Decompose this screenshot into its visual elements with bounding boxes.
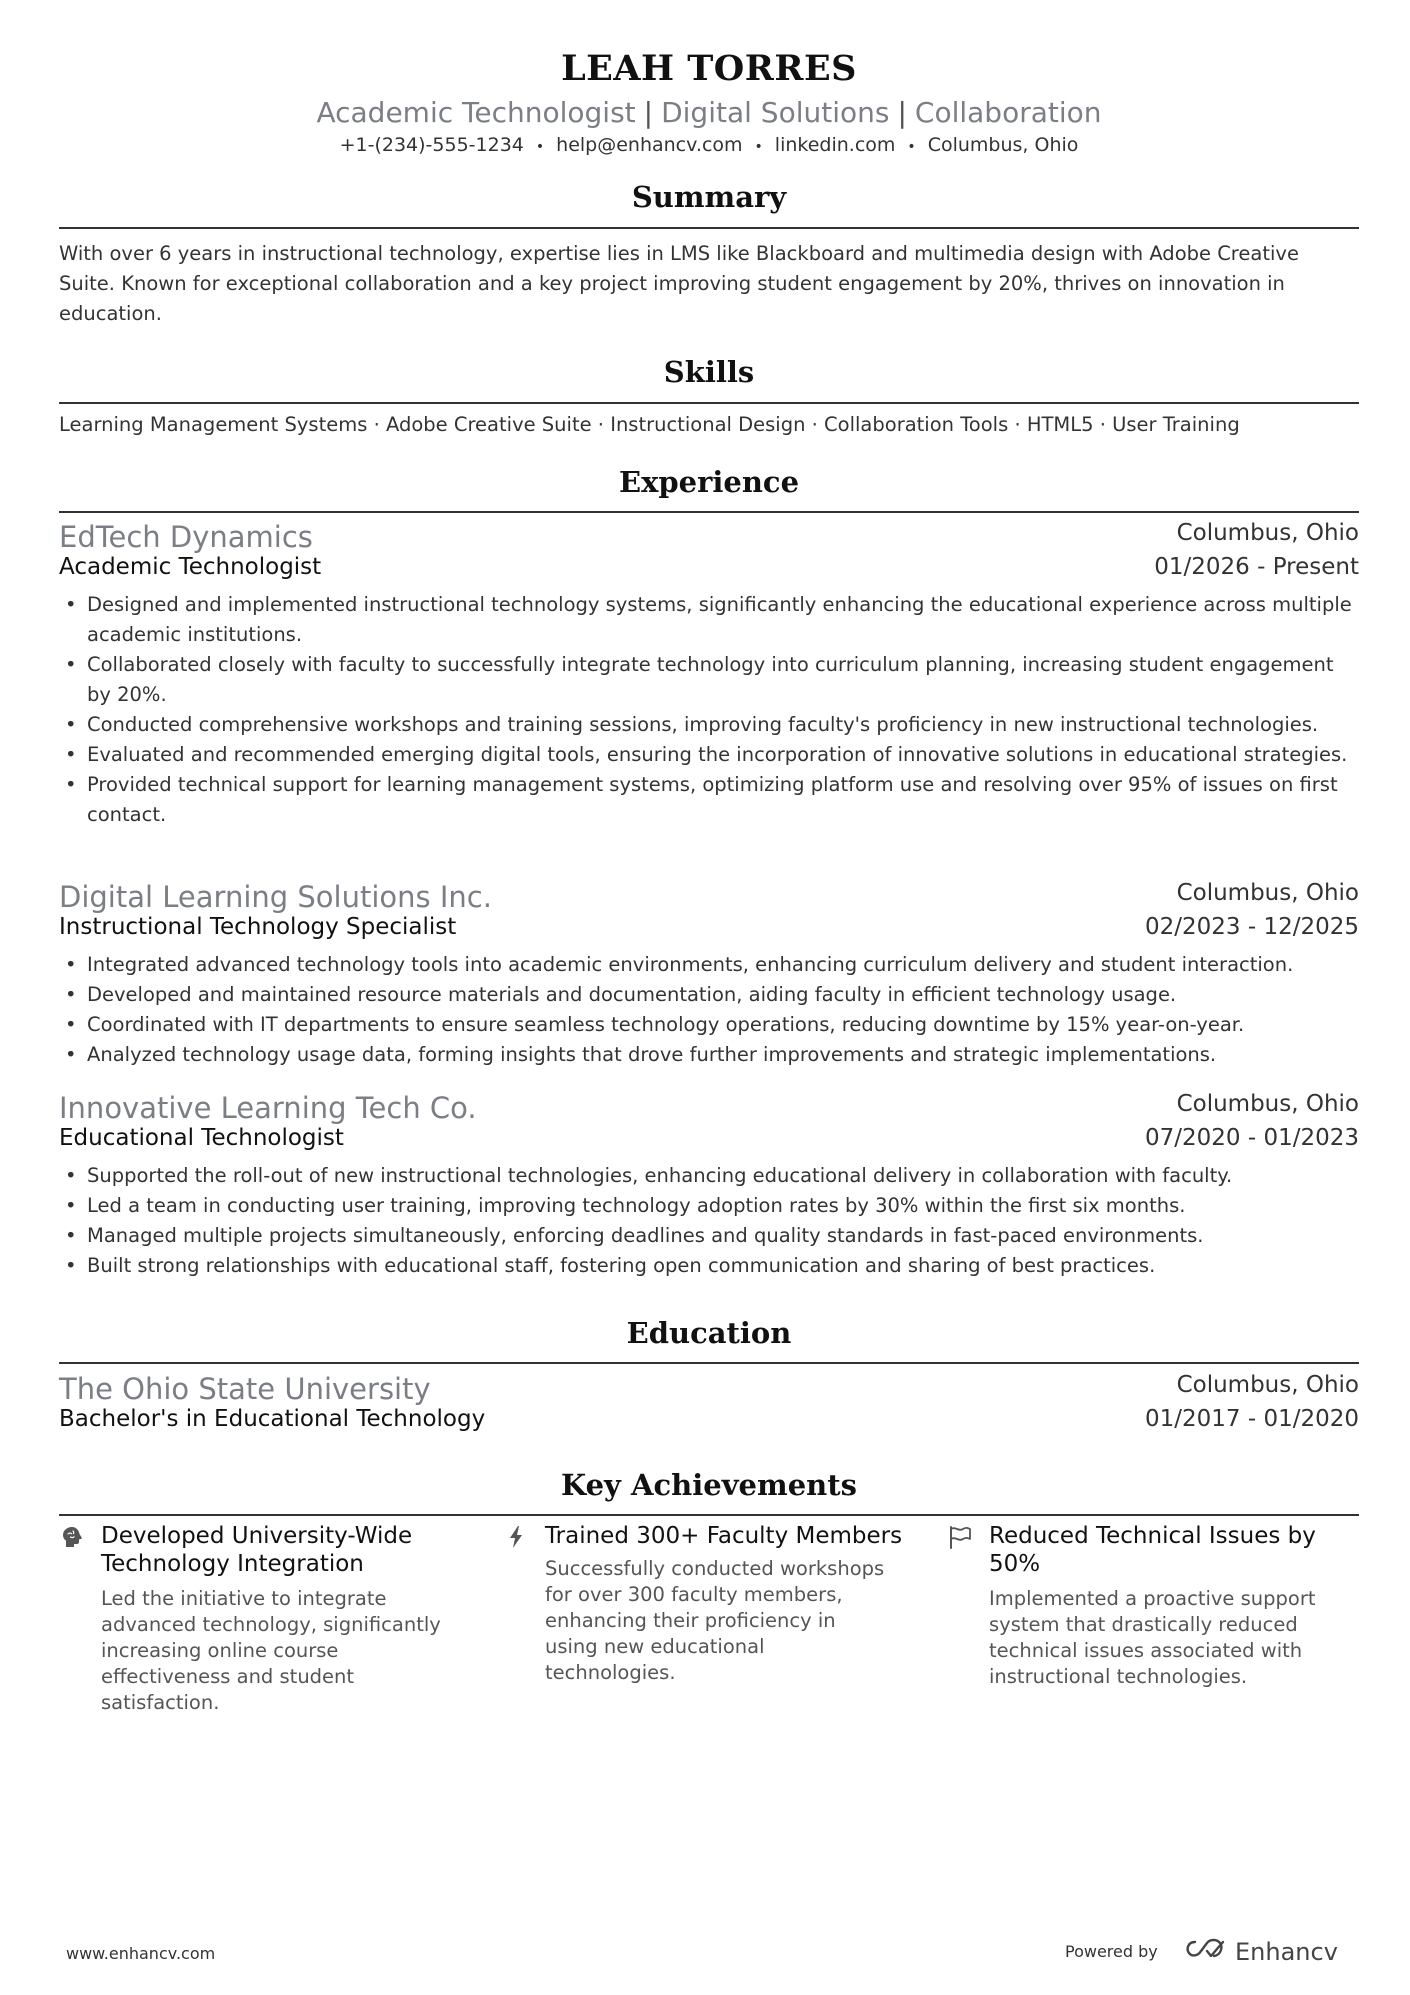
tagline-separator: |: [643, 96, 654, 129]
section-divider: [59, 511, 1359, 513]
job-location: Columbus, Ohio: [1176, 520, 1359, 546]
tagline-item: Digital Solutions: [661, 96, 890, 129]
job-dates: 02/2023 - 12/2025: [1144, 914, 1359, 940]
section-title-education: Education: [626, 1316, 792, 1350]
summary-text: With over 6 years in instructional technology, expertise lies in LMS like Blackboard and multimedia design with Adobe Creative Suite. Known for exceptional collaboration and a key project improving student engagement by 20%, thrives on innovation in education.: [59, 242, 1299, 325]
bullet-item: • Evaluated and recommended emerging digital tools, ensuring the incorporation of innovative solutions in educational strategies.: [59, 740, 1359, 770]
bullet-item: • Integrated advanced technology tools into academic environments, enhancing curriculum delivery and student interaction.: [59, 950, 1359, 980]
section-title-skills: Skills: [663, 355, 755, 389]
tagline-separator: |: [897, 96, 907, 129]
enhancv-logo[interactable]: [1183, 1932, 1338, 1972]
enhancv-logo-text: Enhancv: [1235, 1938, 1338, 1966]
tagline-item: Academic Technologist: [316, 96, 636, 129]
school-name: The Ohio State University: [59, 1372, 431, 1406]
experience-entry: [59, 880, 1359, 1070]
job-location: Columbus, Ohio: [1176, 880, 1359, 906]
tagline: [59, 96, 1359, 129]
company-name: Innovative Learning Tech Co.: [59, 1091, 477, 1125]
tagline-item: Collaboration: [914, 96, 1102, 129]
bullet-item: • Designed and implemented instructional technology systems, significantly enhancing the educational experience across multiple academic institutions.: [59, 590, 1359, 650]
bullet-item: • Developed and maintained resource materials and documentation, aiding faculty in efficient technology usage.: [59, 980, 1359, 1010]
section-title-summary: Summary: [631, 180, 787, 214]
job-bullets: [59, 950, 1359, 1070]
job-title: Instructional Technology Specialist: [59, 914, 457, 940]
degree: Bachelor's in Educational Technology: [59, 1406, 486, 1432]
achievement-title: Developed University-Wide Technology Integration: [101, 1523, 413, 1577]
bullet-item: • Supported the roll-out of new instructional technologies, enhancing educational delivery in collaboration with faculty.: [59, 1161, 1359, 1191]
achievement-description: Successfully conducted workshops for over 300 faculty members, enhancing their proficiency in using new educational technologies.: [545, 1557, 885, 1684]
education-dates: 01/2017 - 01/2020: [1144, 1406, 1359, 1432]
flag-icon: [947, 1524, 973, 1550]
job-title: Academic Technologist: [59, 554, 322, 580]
contact-info: [59, 134, 1359, 156]
candidate-name: LEAH TORRES: [561, 48, 857, 89]
job-location: Columbus, Ohio: [1176, 1091, 1359, 1117]
achievement-description: Implemented a proactive support system that drastically reduced technical issues associated with instructional technologies.: [989, 1587, 1316, 1688]
skills-list: Learning Management Systems · Adobe Creative Suite · Instructional Design · Collaboration Tools · HTML5 · User Training: [59, 413, 1240, 436]
section-title-achievements: Key Achievements: [561, 1468, 857, 1502]
section-divider: [59, 1362, 1359, 1364]
job-title: Educational Technologist: [59, 1125, 344, 1151]
footer-powered-by: Powered by: [1065, 1942, 1158, 1961]
experience-entry: [59, 520, 1359, 830]
achievement-description: Led the initiative to integrate advanced technology, significantly increasing online course effectiveness and student satisfaction.: [101, 1587, 441, 1714]
contact-separator: •: [907, 139, 916, 155]
contact-separator: •: [535, 139, 545, 155]
section-divider: [59, 227, 1359, 229]
footer-website[interactable]: www.enhancv.com: [66, 1944, 216, 1963]
school-location: Columbus, Ohio: [1176, 1372, 1359, 1398]
section-divider: [59, 1514, 1359, 1516]
bullet-item: • Led a team in conducting user training, improving technology adoption rates by 30% within the first six months.: [59, 1191, 1359, 1221]
lightning-icon: [503, 1524, 529, 1550]
bullet-item: • Collaborated closely with faculty to successfully integrate technology into curriculum planning, increasing student engagement by 20%.: [59, 650, 1359, 710]
education-entry: [59, 1372, 1359, 1442]
brain-icon: [59, 1524, 85, 1550]
contact-email[interactable]: help@enhancv.com: [556, 134, 743, 156]
bullet-item: • Coordinated with IT departments to ensure seamless technology operations, reducing downtime by 15% year-on-year.: [59, 1010, 1359, 1040]
bullet-item: • Built strong relationships with educational staff, fostering open communication and sharing of best practices.: [59, 1251, 1359, 1281]
bullet-item: • Conducted comprehensive workshops and training sessions, improving faculty's proficiency in new instructional technologies.: [59, 710, 1359, 740]
job-dates: 07/2020 - 01/2023: [1144, 1125, 1359, 1151]
achievement-title: Trained 300+ Faculty Members: [545, 1523, 903, 1549]
contact-linkedin[interactable]: linkedin.com: [774, 134, 896, 156]
company-name: Digital Learning Solutions Inc.: [59, 880, 492, 914]
job-bullets: [59, 590, 1359, 830]
achievement-title: Reduced Technical Issues by 50%: [989, 1523, 1316, 1577]
contact-location: Columbus, Ohio: [927, 134, 1079, 156]
enhancv-logo-icon: [1183, 1937, 1229, 1967]
job-dates: 01/2026 - Present: [1154, 554, 1359, 580]
bullet-item: • Provided technical support for learning management systems, optimizing platform use and resolving over 95% of issues on first contact.: [59, 770, 1359, 830]
experience-entry: [59, 1091, 1359, 1281]
job-bullets: [59, 1161, 1359, 1281]
company-name: EdTech Dynamics: [59, 520, 313, 554]
bullet-item: • Analyzed technology usage data, forming insights that drove further improvements and strategic implementations.: [59, 1040, 1359, 1070]
bullet-item: • Managed multiple projects simultaneously, enforcing deadlines and quality standards in fast-paced environments.: [59, 1221, 1359, 1251]
contact-separator: •: [754, 139, 763, 155]
section-divider: [59, 402, 1359, 404]
section-title-experience: Experience: [618, 465, 800, 499]
contact-phone: +1-(234)-555-1234: [339, 134, 524, 156]
